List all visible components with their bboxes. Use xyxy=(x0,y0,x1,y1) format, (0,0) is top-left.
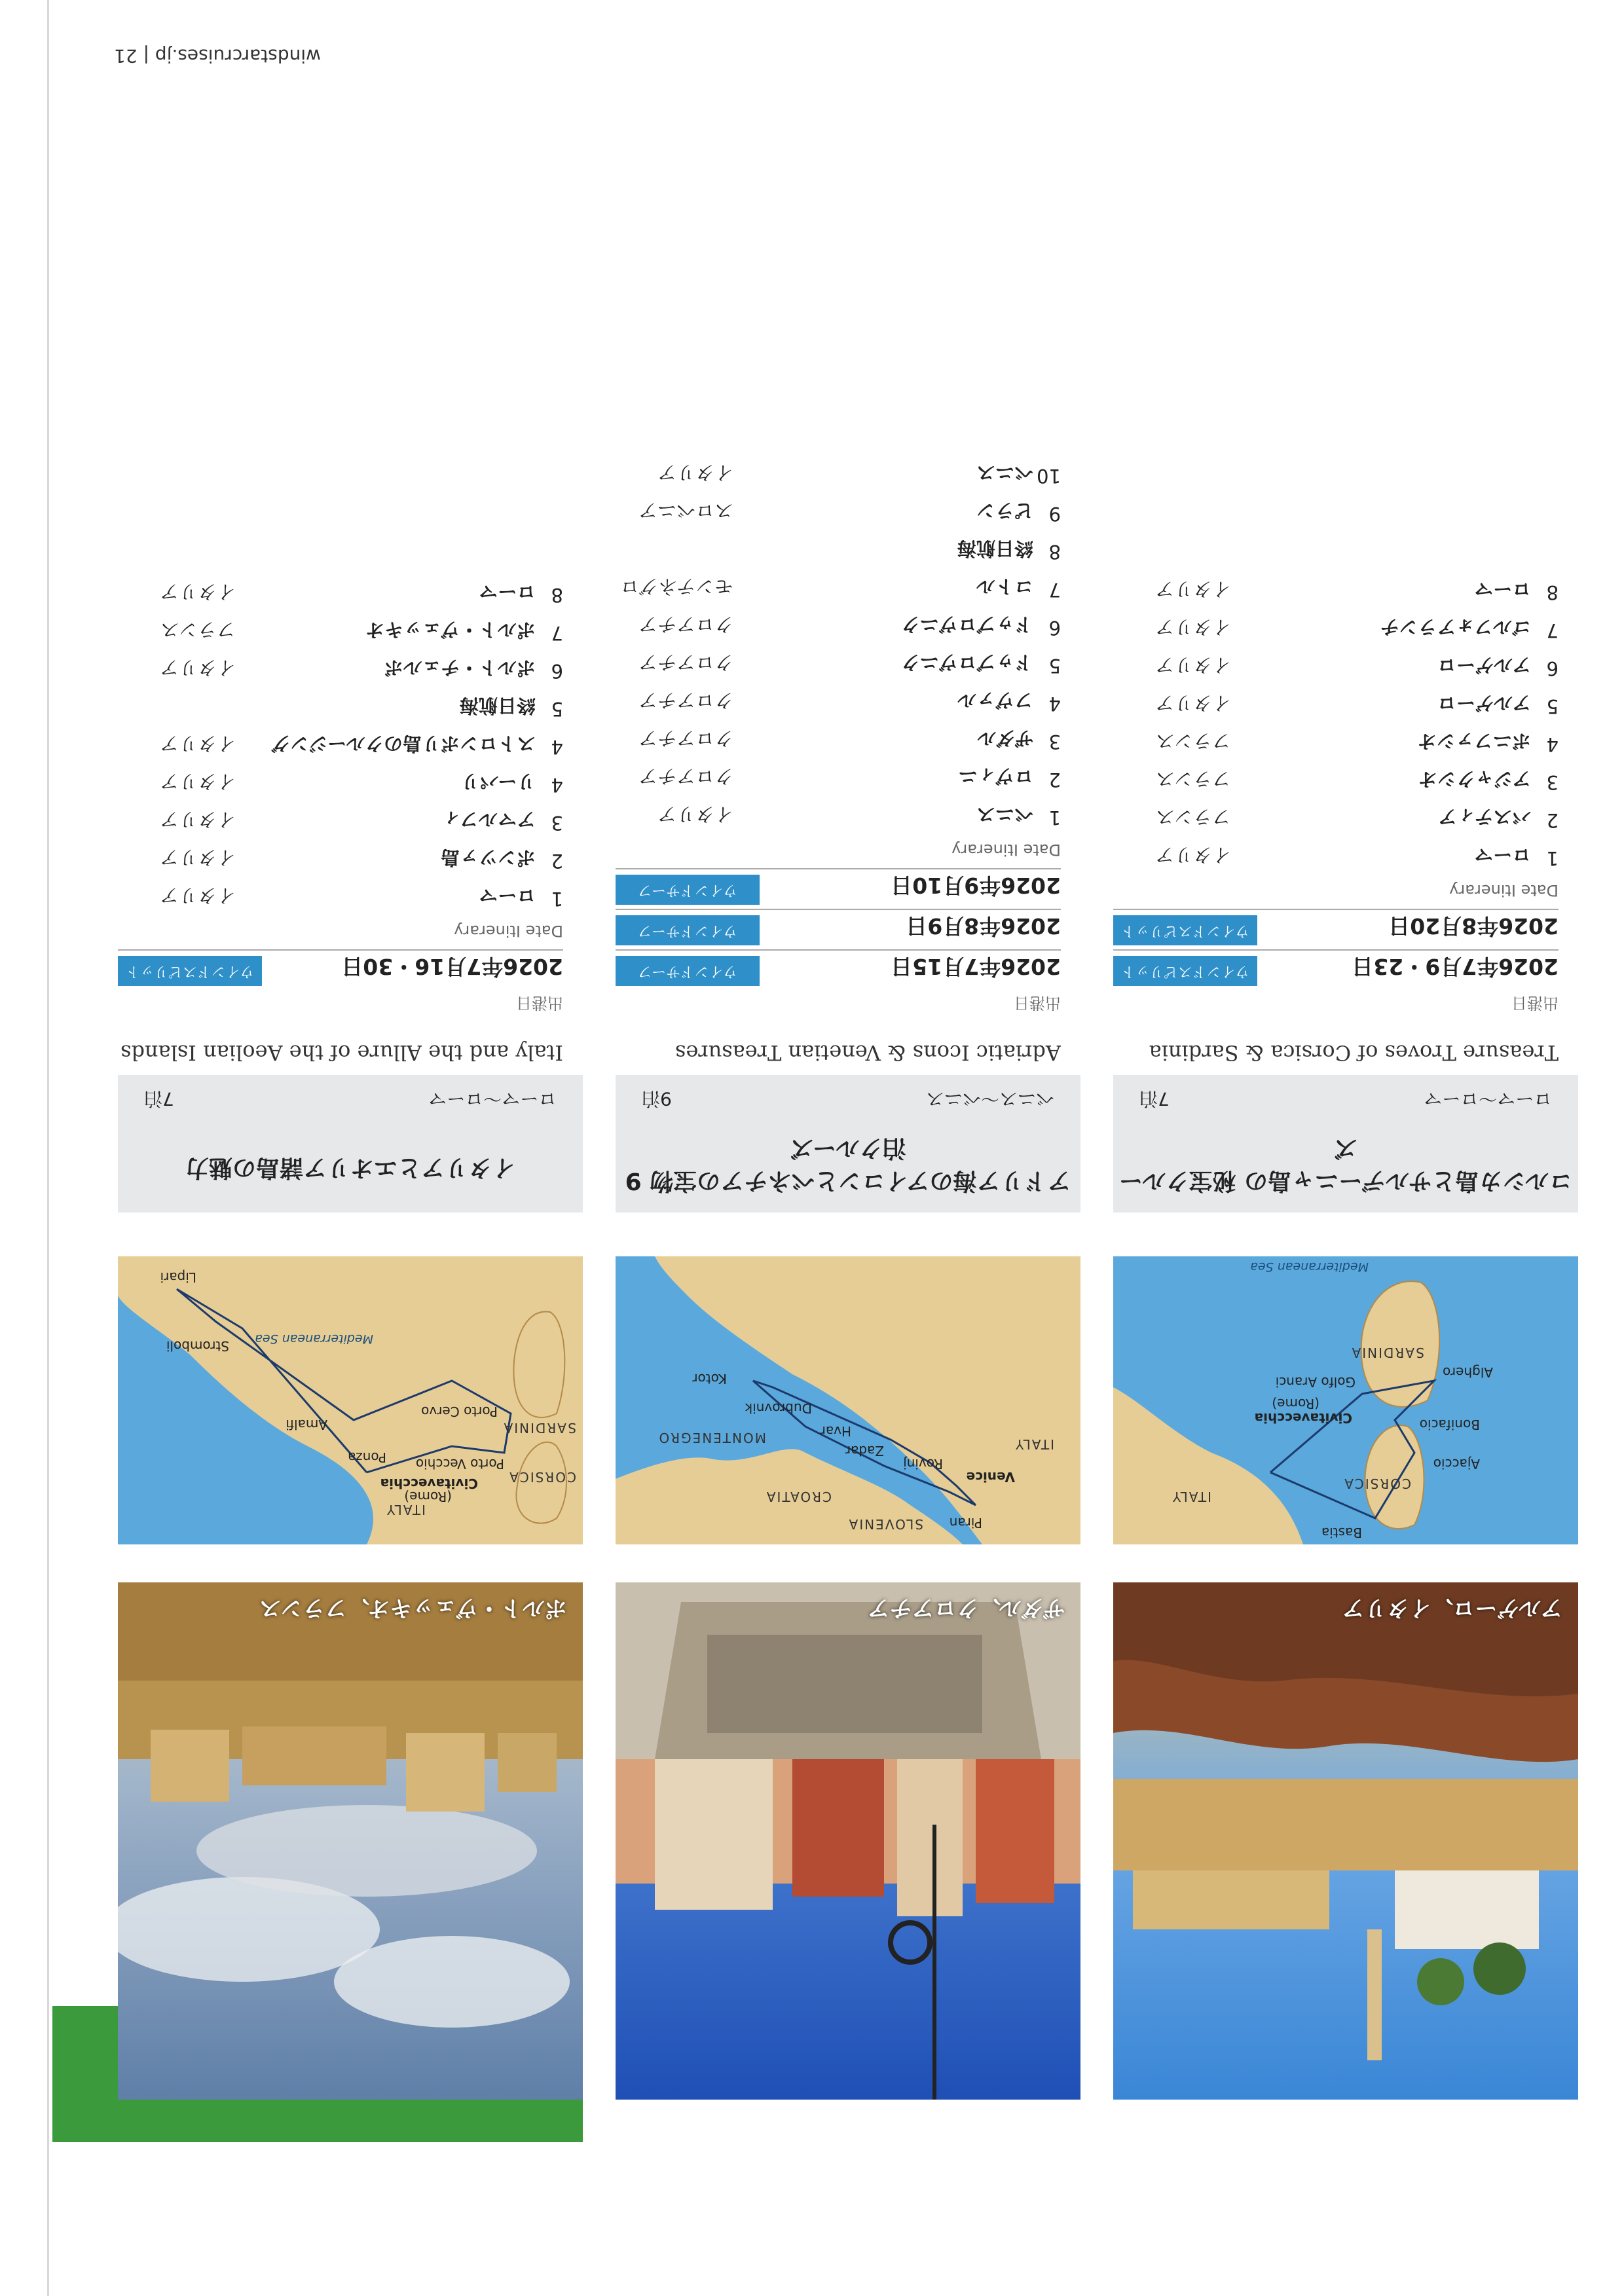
map-port-label: Zadar xyxy=(845,1443,884,1459)
itinerary-country: イタリア xyxy=(159,771,236,793)
itinerary-day: 1 xyxy=(551,888,563,910)
itinerary-row xyxy=(1113,572,1559,610)
map-port-label: Kotor xyxy=(692,1371,727,1387)
ship-badge: ウインドサーフ xyxy=(616,956,760,986)
itinerary-day: 5 xyxy=(1546,695,1559,718)
itinerary-country: フランス xyxy=(160,619,236,641)
photo-caption: ザダル、クロアチア xyxy=(867,1595,1065,1621)
itinerary-port: ボニファシオ xyxy=(1417,730,1531,752)
itinerary-label: Date Itinerary xyxy=(454,922,563,940)
map-port-label: Lipari xyxy=(160,1269,196,1285)
itinerary-row xyxy=(118,651,563,689)
itinerary-day: 4 xyxy=(1546,733,1559,756)
cruise-card-corsica-sardinia xyxy=(1113,0,1578,2296)
itinerary-country: スロベニア xyxy=(638,500,733,522)
itinerary-port: ローマ xyxy=(478,581,536,603)
itinerary-list xyxy=(1113,572,1559,876)
departure-date: 2026年7月15日 xyxy=(891,954,1061,979)
itinerary-day: 6 xyxy=(1546,657,1559,680)
map-country-label: MONTENEGRO xyxy=(657,1430,766,1446)
itinerary-day: 7 xyxy=(551,622,563,644)
cruise-title-box xyxy=(1113,1075,1578,1212)
map-port-label: Ajaccio xyxy=(1433,1456,1480,1472)
itinerary-day: 1 xyxy=(1048,807,1061,829)
photo-caption: ポルト・ヴェッキオ、フランス xyxy=(259,1595,567,1621)
itinerary-country: イタリア xyxy=(1154,844,1231,866)
itinerary-country: イタリア xyxy=(1154,616,1231,638)
itinerary-day: 8 xyxy=(1048,541,1061,563)
itinerary-row xyxy=(1113,762,1559,800)
page-footer: windstarcruises.jp | 21 xyxy=(114,45,321,67)
map-country-label: CORSICA xyxy=(508,1469,576,1485)
itinerary-port: ポルト・ヴェッキオ xyxy=(365,619,536,641)
itinerary-label: Date Itinerary xyxy=(1449,881,1559,900)
itinerary-country: クロアチア xyxy=(638,651,733,674)
itinerary-row xyxy=(616,759,1061,797)
itinerary-list xyxy=(616,456,1061,835)
itinerary-row xyxy=(616,456,1061,494)
itinerary-day: 7 xyxy=(1048,579,1061,601)
itinerary-country: イタリア xyxy=(1154,578,1231,600)
itinerary-day: 1 xyxy=(1546,847,1559,869)
itinerary-port: 終日航海 xyxy=(957,538,1033,560)
itinerary-row xyxy=(1113,838,1559,876)
page-edge-rule xyxy=(47,0,49,2296)
itinerary-row xyxy=(1113,648,1559,686)
map-port-label: Alghero xyxy=(1443,1364,1493,1380)
map-port-label: Ponza xyxy=(347,1449,386,1465)
itinerary-port: ベニス xyxy=(976,462,1033,484)
itinerary-list xyxy=(118,575,563,917)
route-map xyxy=(118,1256,583,1544)
map-port-label: Bonifacio xyxy=(1419,1417,1480,1432)
ship-badge: ウインドサーフ xyxy=(616,875,760,905)
departure-list xyxy=(118,575,563,990)
itinerary-row xyxy=(616,721,1061,759)
itinerary-row xyxy=(1113,800,1559,838)
itinerary-day: 6 xyxy=(551,660,563,682)
map-port-label: Piran xyxy=(949,1515,982,1531)
cruise-title-box xyxy=(616,1075,1080,1212)
departure-row xyxy=(1113,949,1559,990)
itinerary-country: イタリア xyxy=(159,657,236,679)
itinerary-port: アマルフィ xyxy=(442,809,536,831)
itinerary-country: イタリア xyxy=(159,809,236,831)
itinerary-row xyxy=(118,727,563,765)
itinerary-row xyxy=(118,841,563,879)
departure-row xyxy=(616,949,1061,990)
itinerary-day: 8 xyxy=(551,584,563,606)
departure-label: 出港日 xyxy=(1014,994,1061,1012)
itinerary-day: 3 xyxy=(1546,771,1559,793)
map-port-label: Civitavecchia xyxy=(1254,1410,1352,1426)
map-port-label: Venice xyxy=(966,1469,1015,1485)
cruise-photo xyxy=(616,1582,1080,2100)
departure-list xyxy=(1113,572,1559,990)
map-port-label: Civitavecchia xyxy=(380,1476,478,1491)
itinerary-port: フヴァル xyxy=(957,689,1033,712)
itinerary-day: 5 xyxy=(1048,655,1061,677)
itinerary-country: イタリア xyxy=(159,581,236,603)
itinerary-day: 3 xyxy=(551,812,563,834)
itinerary-country: イタリア xyxy=(657,462,733,484)
cruise-title: アドリア海のアイコンとベネチアの宝物 9泊クルーズ xyxy=(625,1135,1071,1194)
route-map xyxy=(616,1256,1080,1544)
map-country-label: SLOVENIA xyxy=(847,1516,923,1532)
itinerary-country: イタリア xyxy=(159,847,236,869)
itinerary-country: フランス xyxy=(1155,768,1231,790)
departure-date: 2026年8月9日 xyxy=(906,913,1061,939)
cruise-photo xyxy=(1113,1582,1578,2100)
map-port-label: Stromboli xyxy=(166,1338,229,1354)
map-port-label: Golfo Aranci xyxy=(1275,1374,1356,1390)
itinerary-row xyxy=(616,494,1061,532)
map-port-label: Dubrovnik xyxy=(745,1400,812,1416)
itinerary-country: クロアチア xyxy=(638,689,733,712)
departure-row xyxy=(616,909,1061,949)
itinerary-port: ドゥブロヴニク xyxy=(900,613,1033,636)
departure-date: 2026年8月20日 xyxy=(1388,913,1559,939)
itinerary-country: フランス xyxy=(1155,806,1231,828)
itinerary-day: 6 xyxy=(1048,617,1061,639)
itinerary-country: モンテネグロ xyxy=(620,575,733,598)
cruise-title: コルシカ島とサルデーニャ島の 秘宝クルーズ xyxy=(1118,1135,1573,1194)
itinerary-port: ストロンボリ島のクルージング xyxy=(271,733,536,755)
itinerary-port: 終日航海 xyxy=(459,695,536,717)
cruise-nights: 7泊 xyxy=(1139,1088,1170,1110)
itinerary-row xyxy=(1113,610,1559,648)
itinerary-day: 5 xyxy=(551,698,563,720)
departure-date: 2026年9月10日 xyxy=(891,873,1061,898)
cruise-nights: 9泊 xyxy=(642,1088,672,1110)
itinerary-row xyxy=(616,570,1061,608)
departure-date: 2026年7月9・23日 xyxy=(1352,954,1559,979)
itinerary-country: フランス xyxy=(1155,730,1231,752)
itinerary-port: ポンツァ島 xyxy=(441,847,536,869)
map-country-label: ITALY xyxy=(386,1502,426,1518)
map-port-label: Hvar xyxy=(820,1423,851,1439)
cruise-english-title: Adriatic Icons & Venetian Treasures xyxy=(674,1040,1061,1065)
cruise-title-box xyxy=(118,1075,583,1212)
ship-badge: ウインドスピリット xyxy=(1113,956,1257,986)
itinerary-row xyxy=(118,803,563,841)
itinerary-day: 10 xyxy=(1037,465,1061,487)
itinerary-port: アルゲーロ xyxy=(1437,654,1531,676)
itinerary-row xyxy=(616,532,1061,570)
map-port-label: Porto Cervo xyxy=(421,1404,498,1419)
itinerary-port: ローマ xyxy=(1473,578,1531,600)
itinerary-country: クロアチア xyxy=(638,613,733,636)
itinerary-country: イタリア xyxy=(159,733,236,755)
itinerary-port: ゴルフォアランチ xyxy=(1380,616,1531,638)
cruise-card-adriatic xyxy=(616,0,1080,2296)
itinerary-row xyxy=(616,683,1061,721)
cruise-english-title: Italy and the Allure of the Aeolian Islands xyxy=(120,1040,563,1065)
itinerary-port: バスティア xyxy=(1437,806,1531,828)
itinerary-row xyxy=(616,797,1061,835)
itinerary-row xyxy=(616,646,1061,683)
route-map xyxy=(1113,1256,1578,1544)
departure-date: 2026年7月16・30日 xyxy=(341,954,563,979)
itinerary-day: 4 xyxy=(551,736,563,758)
map-port-label: Amalfi xyxy=(286,1417,327,1432)
itinerary-port: ザダル xyxy=(977,727,1033,750)
itinerary-country: イタリア xyxy=(657,803,733,826)
departure-row xyxy=(118,949,563,990)
cruise-photo xyxy=(118,1582,583,2100)
itinerary-port: ローマ xyxy=(478,884,536,907)
map-port-label: Porto Vecchio xyxy=(415,1456,504,1472)
itinerary-country: クロアチア xyxy=(638,727,733,750)
itinerary-row xyxy=(1113,724,1559,762)
itinerary-day: 9 xyxy=(1048,503,1061,525)
itinerary-port: ローマ xyxy=(1473,844,1531,866)
map-country-label: CROATIA xyxy=(765,1489,832,1504)
itinerary-day: 4 xyxy=(1048,693,1061,715)
itinerary-row xyxy=(118,689,563,727)
itinerary-port: ポルト・チェルボ xyxy=(384,657,536,679)
cruise-route: ベニス〜ベニス xyxy=(925,1088,1054,1110)
map-port-label: (Rome) xyxy=(1272,1396,1320,1412)
departure-list xyxy=(616,456,1061,990)
itinerary-row xyxy=(118,575,563,613)
map-country-label: CORSICA xyxy=(1343,1476,1411,1491)
ship-badge: ウインドスピリット xyxy=(118,956,262,986)
itinerary-day: 8 xyxy=(1546,581,1559,604)
itinerary-row xyxy=(118,879,563,917)
itinerary-row xyxy=(118,613,563,651)
itinerary-port: ロヴィニ xyxy=(958,765,1033,788)
photo-caption: アルゲーロ、イタリア xyxy=(1342,1595,1562,1621)
itinerary-row xyxy=(118,765,563,803)
cruise-nights: 7泊 xyxy=(144,1088,174,1110)
itinerary-port: アジャクシオ xyxy=(1418,768,1531,790)
map-port-label: (Rome) xyxy=(404,1489,452,1504)
itinerary-country: イタリア xyxy=(1154,692,1231,714)
map-country-label: SARDINIA xyxy=(502,1420,576,1436)
map-country-label: SARDINIA xyxy=(1350,1345,1424,1360)
itinerary-country: イタリア xyxy=(1154,654,1231,676)
map-port-label: Rovinj xyxy=(903,1456,943,1472)
map-sea-label: Mediterranean Sea xyxy=(1250,1260,1369,1274)
itinerary-day: 7 xyxy=(1546,619,1559,642)
map-sea-label: Mediterranean Sea xyxy=(255,1332,373,1346)
ship-badge: ウインドスピリット xyxy=(1113,915,1257,945)
itinerary-port: ピラン xyxy=(976,500,1033,522)
departure-label: 出港日 xyxy=(1511,994,1559,1012)
cruise-card-aeolian xyxy=(118,0,583,2296)
itinerary-port: コトル xyxy=(976,575,1033,598)
ship-badge: ウインドサーフ xyxy=(616,915,760,945)
itinerary-row xyxy=(616,608,1061,646)
departure-row xyxy=(616,868,1061,909)
itinerary-port: アルゲーロ xyxy=(1437,692,1531,714)
cruise-title: イタリアとエオリア諸島の魅力 xyxy=(185,1154,516,1181)
departure-label: 出港日 xyxy=(516,994,563,1012)
itinerary-day: 2 xyxy=(1546,809,1559,831)
map-country-label: ITALY xyxy=(1014,1436,1054,1452)
itinerary-port: ベニス xyxy=(976,803,1033,826)
itinerary-day: 2 xyxy=(1048,769,1061,791)
departure-row xyxy=(1113,909,1559,949)
itinerary-day: 2 xyxy=(551,850,563,872)
itinerary-day: 3 xyxy=(1048,731,1061,753)
itinerary-row xyxy=(1113,686,1559,724)
itinerary-country: イタリア xyxy=(159,884,236,907)
cruise-english-title: Treasure Troves of Corsica & Sardinia xyxy=(1149,1040,1559,1065)
itinerary-day: 4 xyxy=(551,774,563,796)
cruise-route: ローマ〜ローマ xyxy=(428,1088,557,1110)
itinerary-label: Date Itinerary xyxy=(951,841,1061,859)
map-country-label: ITALY xyxy=(1172,1489,1211,1504)
cruise-route: ローマ〜ローマ xyxy=(1423,1088,1552,1110)
map-port-label: Bastia xyxy=(1321,1525,1362,1540)
itinerary-port: ドゥブロヴニク xyxy=(900,651,1033,674)
itinerary-country: クロアチア xyxy=(638,765,733,788)
itinerary-port: リーパリ xyxy=(460,771,536,793)
